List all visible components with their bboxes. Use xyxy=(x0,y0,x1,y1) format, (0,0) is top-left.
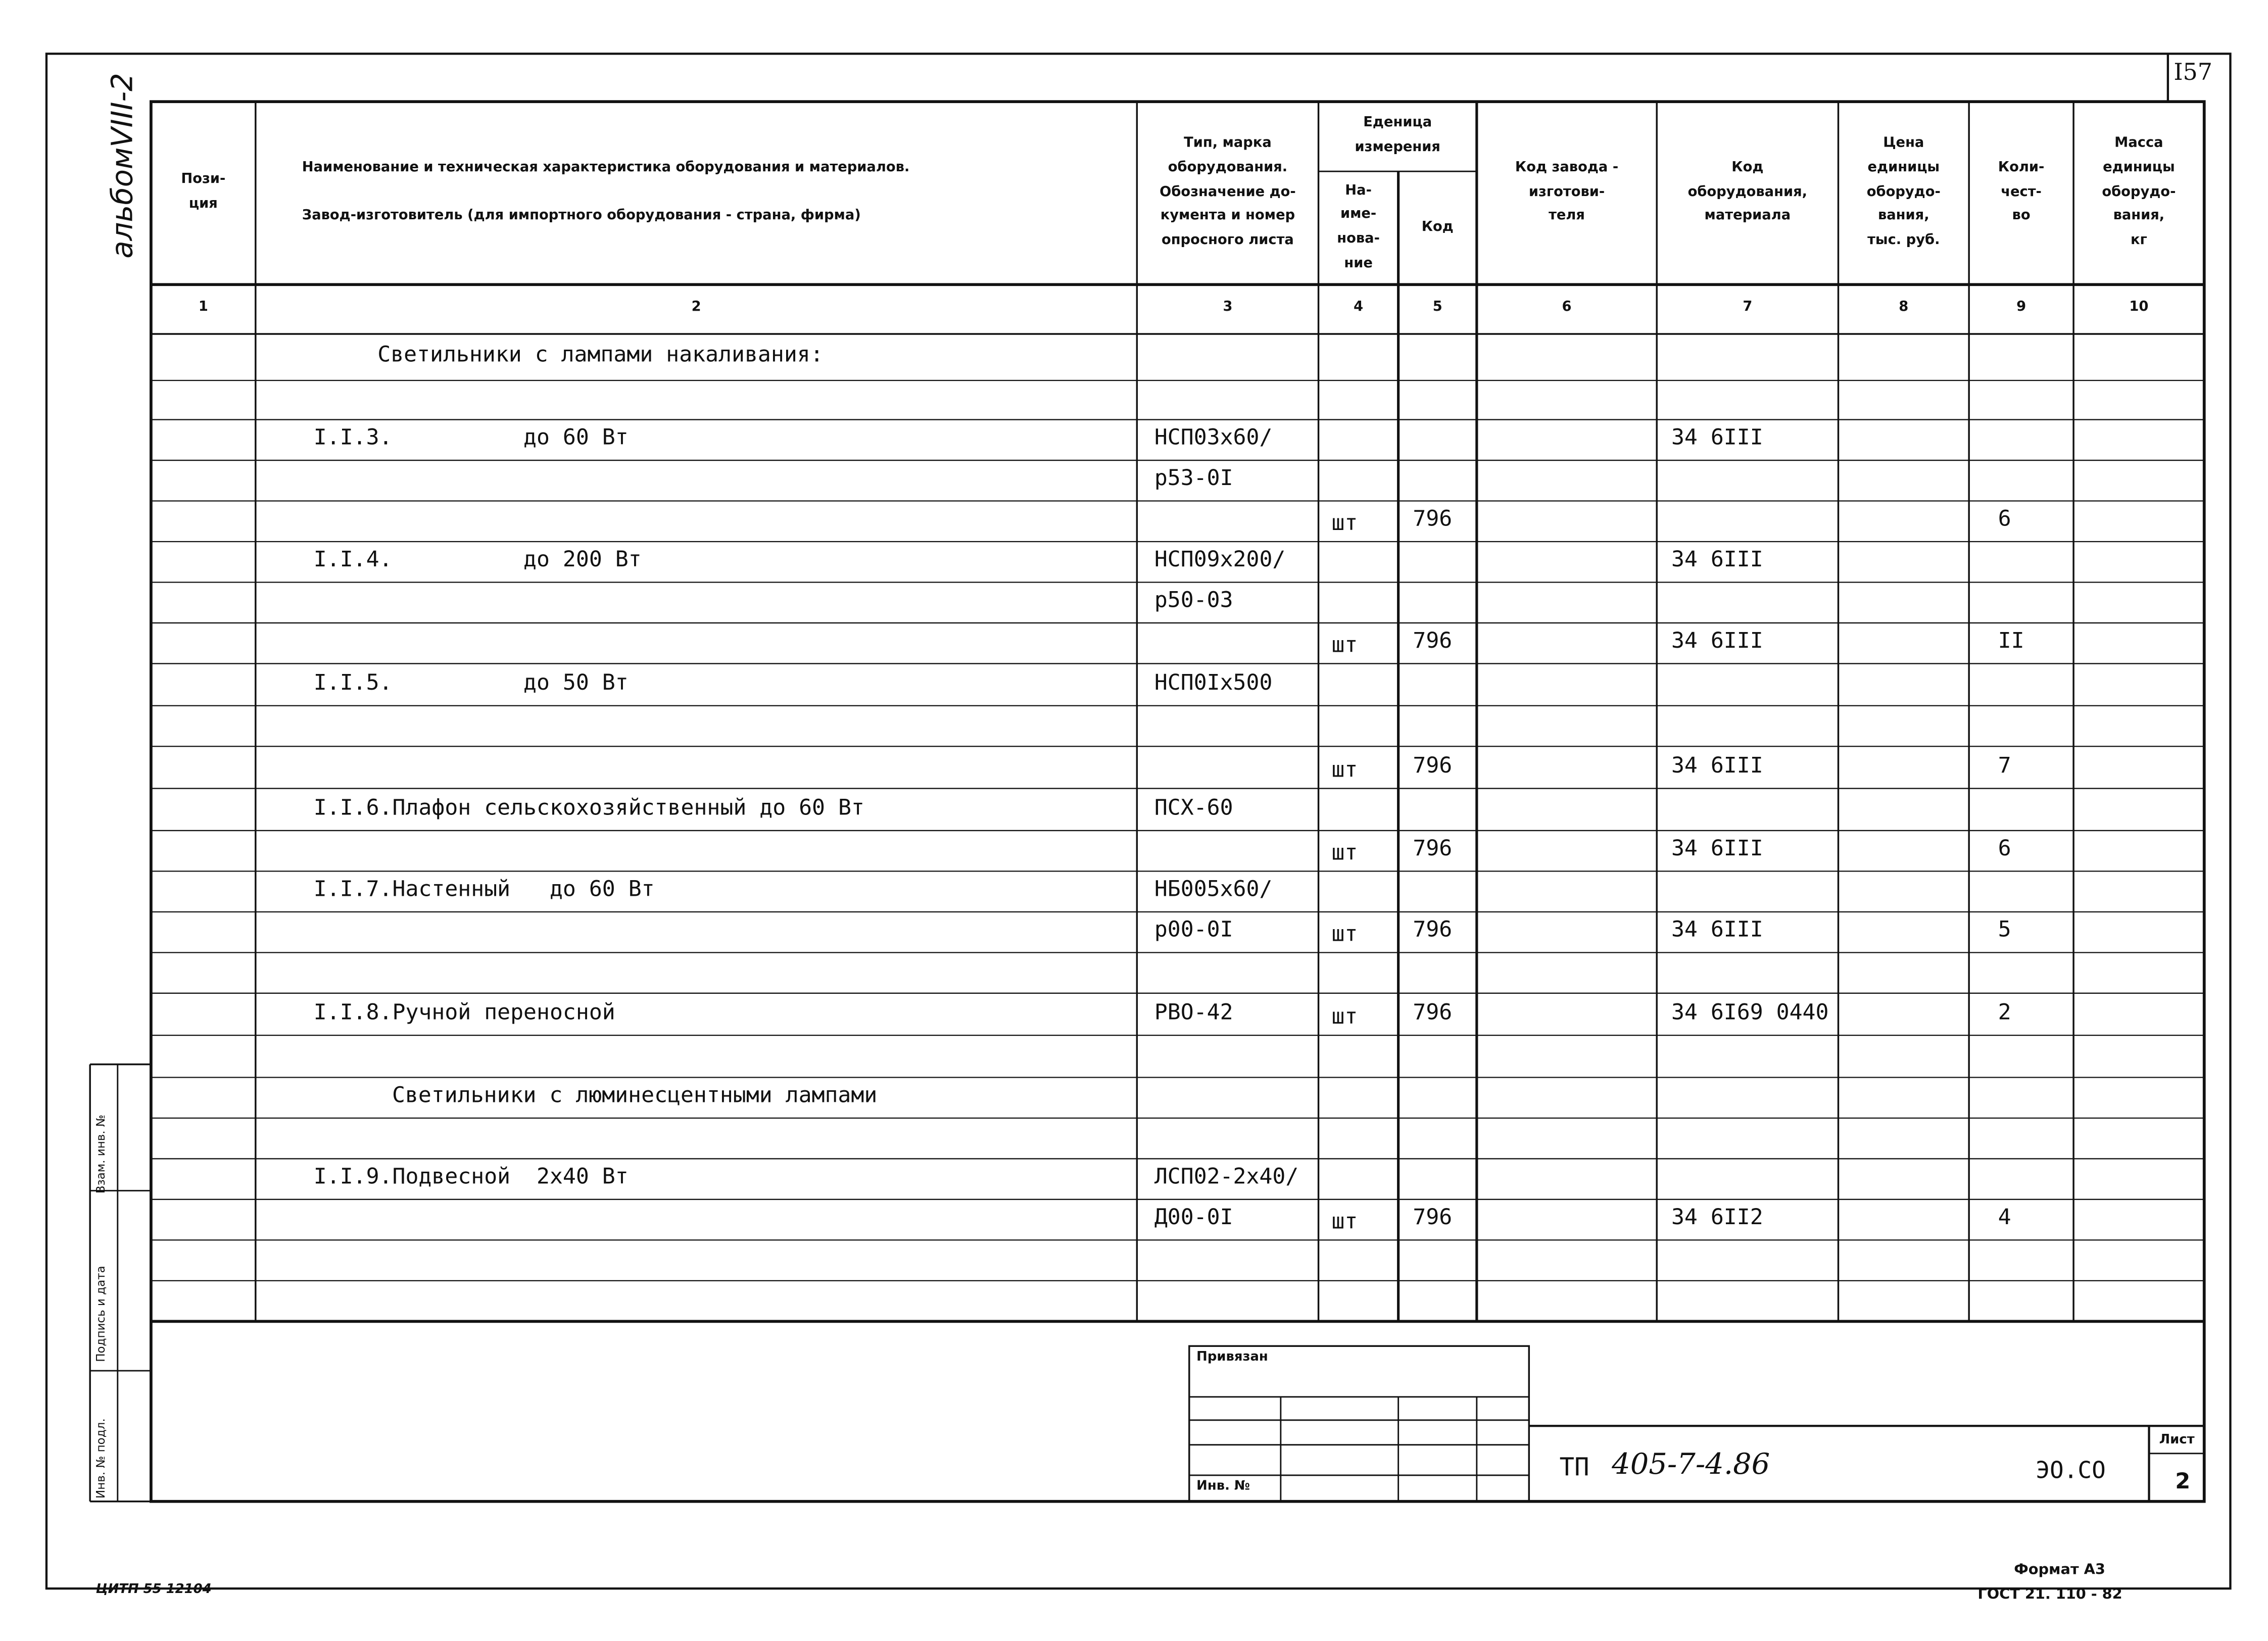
header-line: На- xyxy=(1345,182,1372,199)
row-type: НСП0Iх500 xyxy=(1154,668,1273,695)
column-number: 2 xyxy=(691,299,701,315)
header-factory-code xyxy=(1477,102,1657,284)
row-name: Светильники с люминесцентными лампами xyxy=(392,1082,878,1108)
header-line: Код xyxy=(1731,160,1764,176)
row-type: РВО-42 xyxy=(1154,998,1233,1025)
header-line: оборудования. xyxy=(1168,160,1288,176)
row-name: I.I.3. до 60 Вт xyxy=(313,424,629,450)
header-line: вания, xyxy=(1877,208,1929,224)
row-unit: шт xyxy=(1331,921,1358,947)
row-type: ПСХ-60 xyxy=(1154,793,1233,820)
row-name: I.I.7.Настенный до 60 Вт xyxy=(313,876,655,902)
row-unit: шт xyxy=(1331,839,1358,865)
side-label-inv: Инв. № подл. xyxy=(94,1418,108,1499)
header-line: оборудо- xyxy=(1866,184,1941,200)
row-unit-code: 796 xyxy=(1413,998,1453,1025)
header-line: Масса xyxy=(2114,135,2163,152)
row-equipment-code: 34 6III xyxy=(1671,916,1763,943)
footer-gost: ГОСТ 21. 110 - 82 xyxy=(1977,1587,2122,1603)
row-quantity: 4 xyxy=(1998,1203,2011,1230)
header-unit-code xyxy=(1398,171,1477,284)
row-type: р00-0I xyxy=(1154,916,1233,943)
side-label-replace: Взам. инв. № xyxy=(94,1115,108,1194)
header-line: Обозначение до- xyxy=(1160,184,1296,200)
header-line: Тип, марка xyxy=(1184,135,1272,152)
header-line: измерения xyxy=(1355,139,1440,156)
footer-code: ЦИТП 55 12104 xyxy=(95,1582,212,1598)
row-equipment-code: 34 6III xyxy=(1671,751,1763,778)
header-line: оборудования, xyxy=(1687,184,1808,200)
column-number: 8 xyxy=(1899,299,1909,315)
header-line: Код xyxy=(1421,219,1454,235)
album-mark: альбомVIII-2 xyxy=(104,73,139,259)
column-number: 10 xyxy=(2129,299,2149,315)
row-unit-code: 796 xyxy=(1413,835,1453,861)
row-quantity: 7 xyxy=(1998,751,2011,778)
column-number: 5 xyxy=(1432,299,1442,315)
column-number: 1 xyxy=(198,299,208,315)
row-equipment-code: 34 6III xyxy=(1671,835,1763,861)
row-equipment-code: 34 6II2 xyxy=(1671,1203,1763,1230)
stamp-project-code: 405-7-4.86 xyxy=(1612,1446,1770,1481)
header-line: Цена xyxy=(1883,135,1924,152)
column-number: 6 xyxy=(1562,299,1572,315)
row-equipment-code: 34 6III xyxy=(1671,627,1763,654)
row-equipment-code: 34 6III xyxy=(1671,546,1763,572)
header-line: вания, xyxy=(2113,208,2165,224)
row-unit: шт xyxy=(1331,755,1358,782)
column-number: 3 xyxy=(1223,299,1233,315)
row-name: I.I.5. до 50 Вт xyxy=(313,668,629,695)
header-line: Наименование и техническая характеристика оборудования и материалов. xyxy=(302,160,910,176)
row-name: I.I.9.Подвесной 2х40 Вт xyxy=(313,1163,629,1189)
footer-format: Формат А3 xyxy=(2014,1562,2105,1579)
row-name: I.I.8.Ручной переносной xyxy=(313,998,615,1025)
stamp-privyazan-box xyxy=(1189,1346,1529,1502)
column-number: 9 xyxy=(2016,299,2026,315)
header-type xyxy=(1137,102,1318,284)
row-type: НСП03х60/ xyxy=(1154,424,1273,450)
header-unit xyxy=(1319,102,1477,171)
header-line: единицы xyxy=(2103,160,2175,176)
header-line: единицы xyxy=(1867,160,1940,176)
side-label-sign: Подпись и дата xyxy=(94,1266,108,1362)
row-type: Д00-0I xyxy=(1154,1203,1233,1230)
row-quantity: 6 xyxy=(1998,505,2011,532)
header-price xyxy=(1838,102,1969,284)
row-quantity: II xyxy=(1998,627,2024,654)
header-line: Код завода - xyxy=(1515,160,1619,176)
stamp-sheet-label: Лист xyxy=(2159,1433,2195,1448)
row-unit-code: 796 xyxy=(1413,627,1453,654)
row-unit-code: 796 xyxy=(1413,916,1453,943)
header-line: ция xyxy=(188,196,218,212)
header-line: во xyxy=(2012,208,2031,224)
header-position xyxy=(151,102,256,284)
header-line: нова- xyxy=(1337,230,1380,247)
row-unit: шт xyxy=(1331,509,1358,536)
page-number: I57 xyxy=(2174,58,2213,86)
header-line: Пози- xyxy=(181,172,226,188)
row-name: I.I.4. до 200 Вт xyxy=(313,546,642,572)
row-type: р53-0I xyxy=(1154,464,1233,491)
row-unit-code: 796 xyxy=(1413,751,1453,778)
header-line: теля xyxy=(1549,208,1585,224)
row-type: НБ005х60/ xyxy=(1154,876,1273,902)
stamp-sheet-number: 2 xyxy=(2175,1468,2191,1494)
header-line: Коли- xyxy=(1998,160,2045,176)
stamp-project-prefix: ТП xyxy=(1559,1453,1589,1483)
header-line: опросного листа xyxy=(1162,232,1294,249)
header-line: изготови- xyxy=(1528,184,1605,200)
row-quantity: 5 xyxy=(1998,916,2011,943)
row-type: ЛСП02-2х40/ xyxy=(1154,1163,1299,1189)
row-equipment-code: 34 6I69 0440 xyxy=(1671,998,1829,1025)
header-line: Еденица xyxy=(1363,115,1432,131)
header-line: Завод-изготовитель (для импортного оборудования - страна, фирма) xyxy=(302,207,861,224)
row-name: I.I.6.Плафон сельскохозяйственный до 60 Вт xyxy=(313,793,864,820)
header-quantity xyxy=(1969,102,2073,284)
header-name xyxy=(256,102,1137,284)
header-line: оборудо- xyxy=(2102,184,2176,200)
column-number: 4 xyxy=(1354,299,1364,315)
header-line: материала xyxy=(1704,208,1791,224)
header-line: ние xyxy=(1344,255,1373,271)
row-quantity: 6 xyxy=(1998,835,2011,861)
header-line: чест- xyxy=(2001,184,2042,200)
row-equipment-code: 34 6III xyxy=(1671,424,1763,450)
header-line: тыс. руб. xyxy=(1867,232,1940,249)
header-unit-name xyxy=(1319,171,1398,284)
row-name: Светильники с лампами накаливания: xyxy=(377,341,824,368)
header-line: име- xyxy=(1340,207,1377,223)
stamp-privyazan: Привязан xyxy=(1196,1350,1268,1365)
stamp-sheet-code: ЭО.СО xyxy=(2036,1456,2106,1484)
header-line: кумента и номер xyxy=(1160,208,1295,224)
header-line: кг xyxy=(2130,232,2147,249)
row-unit-code: 796 xyxy=(1413,1203,1453,1230)
row-unit: шт xyxy=(1331,1208,1358,1234)
row-unit-code: 796 xyxy=(1413,505,1453,532)
row-unit: шт xyxy=(1331,632,1358,658)
stamp-inv-no: Инв. № xyxy=(1196,1479,1250,1494)
column-number: 7 xyxy=(1743,299,1753,315)
row-type: р50-03 xyxy=(1154,587,1233,613)
header-mass xyxy=(2073,102,2204,284)
row-quantity: 2 xyxy=(1998,998,2011,1025)
header-equipment-code xyxy=(1657,102,1838,284)
row-type: НСП09х200/ xyxy=(1154,546,1286,572)
row-unit: шт xyxy=(1331,1002,1358,1029)
